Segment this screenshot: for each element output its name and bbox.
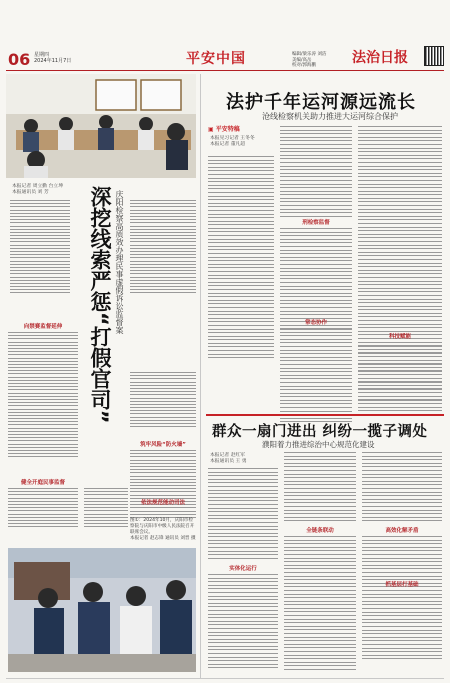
bottom-col-1b-text xyxy=(208,574,278,671)
qr-code-icon xyxy=(424,46,444,66)
prosecutors-photo xyxy=(8,548,196,672)
kicker-badge xyxy=(208,124,240,133)
left-subhead-4: 依法规范能动司法 xyxy=(140,500,185,506)
newspaper-masthead: 法治日报 xyxy=(352,50,408,66)
column-divider xyxy=(200,74,201,678)
left-col-b-text xyxy=(130,200,196,296)
left-photo-credit: 本报记者 赵志锋 通讯员 刘晋 摄 xyxy=(130,536,196,541)
bottom-article-title: 群众一扇门进出 纠纷一揽子调处 xyxy=(212,424,428,440)
editor-line: 编辑/梁乐涛 刘洁 xyxy=(292,52,327,57)
bottom-byline-correspondent: 本报通讯员 王 勇 xyxy=(210,459,247,464)
bottom-byline xyxy=(210,453,270,465)
left-title-text: 深挖线索严惩“打假官司” xyxy=(88,186,112,424)
left-byline xyxy=(12,184,92,196)
left-subhead-3: 筑牢风险“防火墙” xyxy=(140,442,186,448)
top-left-photo xyxy=(6,74,196,178)
left-col-d-text xyxy=(8,488,78,529)
bottom-col-3-text xyxy=(362,452,442,524)
top-byline-reporter: 本报记者 董凡超 xyxy=(210,142,246,147)
top-byline xyxy=(210,136,270,148)
bottom-col-2-text xyxy=(284,452,356,524)
designer-line: 美编/高岳 xyxy=(292,57,312,63)
top-subhead-2: 常态协作 xyxy=(304,320,327,326)
top-col-1-text xyxy=(208,156,274,361)
top-byline-trainee: 本报见习记者 王冬冬 xyxy=(210,136,255,141)
left-byline-correspondent: 本报通讯员 刘 芳 xyxy=(12,190,49,195)
kicker-icon: ▣ xyxy=(208,126,214,133)
left-subtitle-text: 庆阳检察高质效办理民事虚假诉讼监督案 xyxy=(115,190,124,334)
issue-date xyxy=(34,52,71,64)
left-article-title xyxy=(84,186,112,486)
top-article-title: 法护千年运河源远流长 xyxy=(226,92,416,113)
bottom-col-3c-text xyxy=(362,590,442,662)
left-col-a-text xyxy=(10,200,70,296)
kicker-text: 平安特稿 xyxy=(215,126,240,133)
section-title: 平安中国 xyxy=(186,51,246,67)
page-number: 06 xyxy=(8,50,31,69)
left-caption xyxy=(130,518,196,542)
left-subhead-2: 健全开庭民事监督 xyxy=(20,480,65,486)
top-col-2c-text xyxy=(280,328,352,425)
left-subhead-1: 向禁赛监督延伸 xyxy=(23,324,63,330)
left-caption-text: 图①：2024年10月，庆阳市检察院与庆阳市中级人民法院召开联席会议。 xyxy=(130,518,195,535)
editor-credits xyxy=(292,52,326,69)
section-divider xyxy=(206,414,444,416)
top-col-2-text xyxy=(280,126,352,219)
proofreader-line: 校对/郭海鹏 xyxy=(292,63,317,68)
bottom-subhead-2: 全链条联动 xyxy=(306,528,334,534)
top-subhead-1: 刑检察监督 xyxy=(302,220,330,226)
top-col-3b-text xyxy=(358,342,442,414)
bottom-byline-reporter: 本报记者 赵红军 xyxy=(210,453,246,458)
bottom-subhead-4: 抓基层打基础 xyxy=(385,582,419,588)
left-col-f-text xyxy=(130,372,196,429)
header-rule xyxy=(6,70,444,71)
weekday: 星期四 xyxy=(34,52,50,58)
top-subhead-3: 科技赋能 xyxy=(388,334,411,340)
left-col-c-text xyxy=(8,332,78,460)
bottom-left-photo xyxy=(8,548,196,672)
date: 2024年11月7日 xyxy=(34,58,72,64)
bottom-subhead-1: 实体化运行 xyxy=(229,566,257,572)
bottom-col-1-text xyxy=(208,468,278,561)
left-col-e-text xyxy=(84,488,128,529)
page-bottom-rule xyxy=(6,678,444,679)
bottom-col-2b-text xyxy=(284,536,356,673)
meeting-photo xyxy=(6,74,196,178)
left-article-subtitle xyxy=(114,190,124,390)
bottom-subhead-3: 高效化解矛盾 xyxy=(385,528,419,534)
top-article-subtitle: 沧线检察机关助力推进大运河综合保护 xyxy=(262,112,398,121)
left-byline-reporter: 本报记者 周立勤 台立坤 xyxy=(12,184,64,189)
bottom-article-subtitle: 濮阳着力推进综治中心规范化建设 xyxy=(262,440,375,449)
left-col-g-text xyxy=(130,450,196,520)
